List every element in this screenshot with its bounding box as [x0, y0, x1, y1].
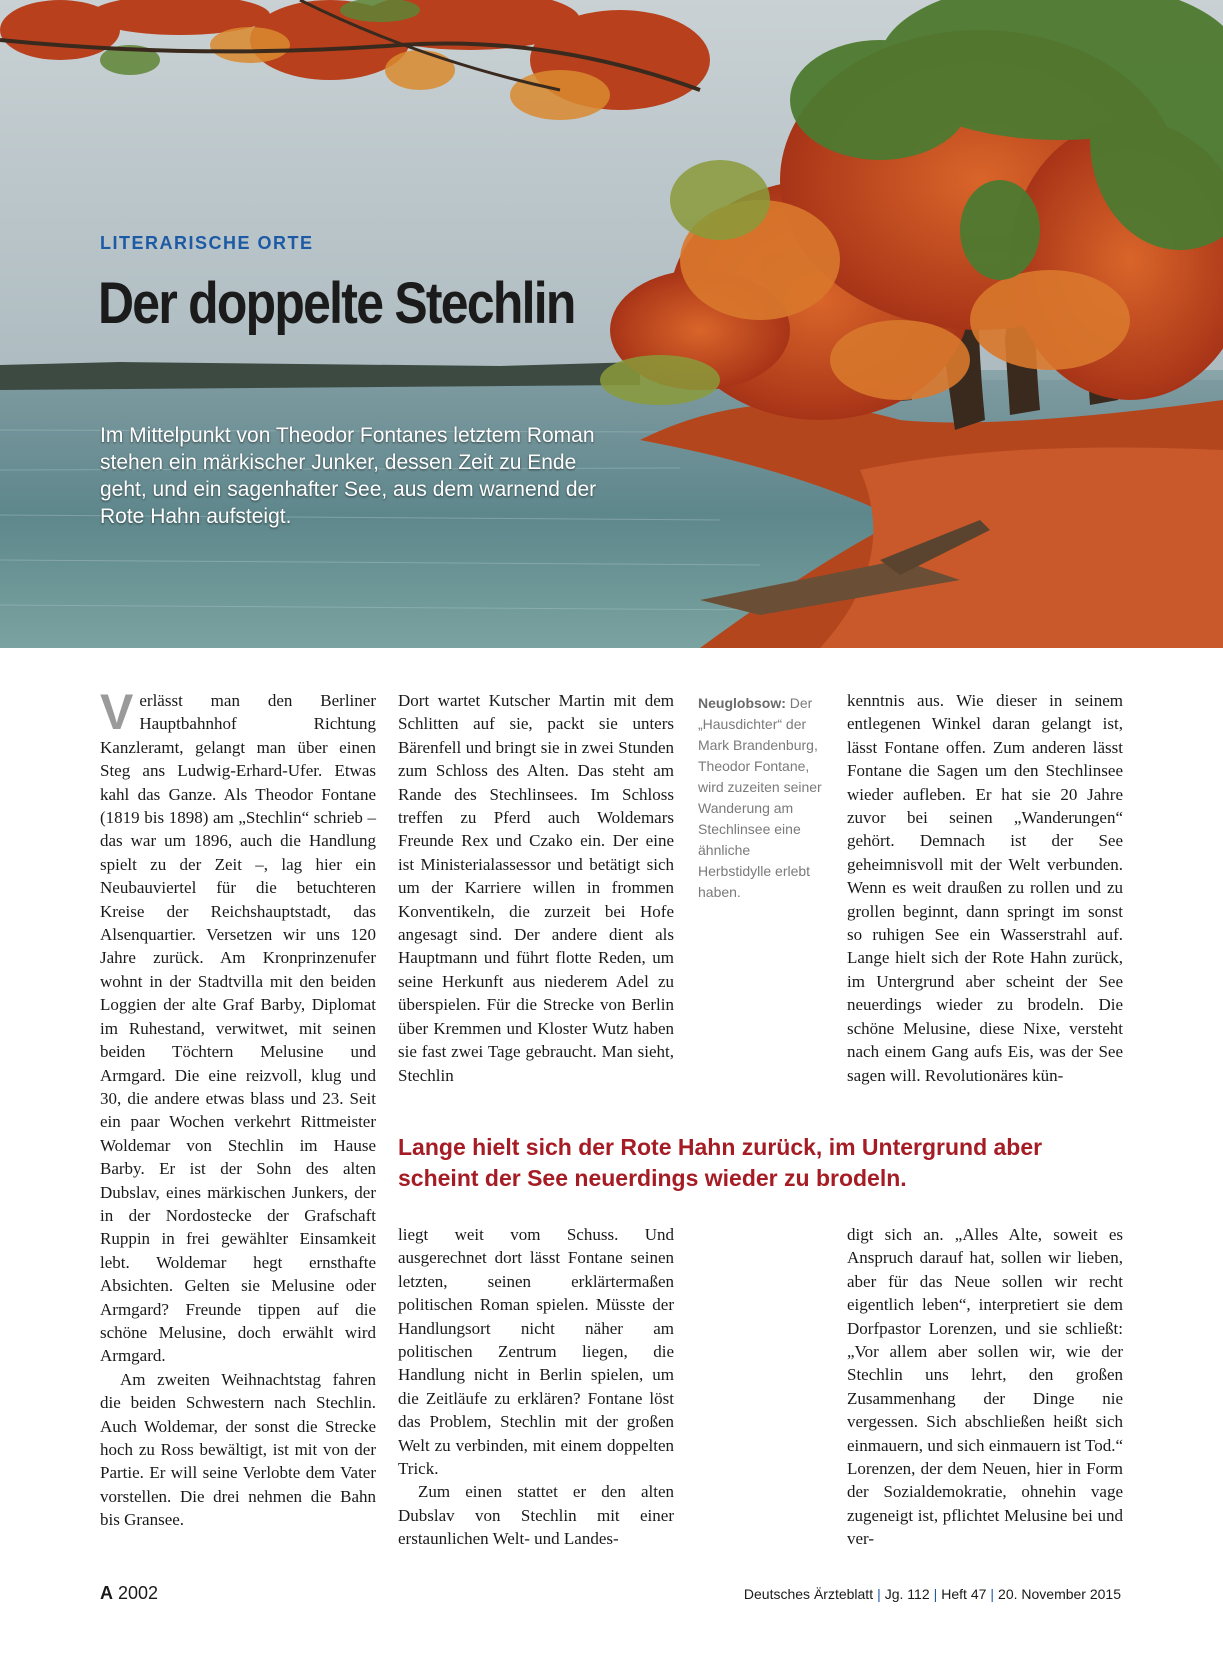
paragraph: Dort wartet Kutscher Martin mit dem Schlitten auf sie, packt sie unters Bärenfell und bringt sie in zwei Stunden zum Schloss des Alten. Das steht am Rande des Stechlinsees. Im Schloss treffen zu Pferd auch Woldemars Freunde Rex und Czako ein. Der eine ist Ministerialassessor und betätigt sich um der Karriere willen in frommen Konventikeln, die zurzeit bei Hofe angesagt sind. Der andere dient als Hauptmann und führt flotte Reden, um seine Herkunft aus niederem Adel zu überspielen. Für die Strecke von Berlin über Kremmen und Kloster Wutz haben sie fast zwei Tage gebraucht. Man sieht, Stechlin: [398, 691, 674, 1085]
caption-text: Der „Hausdichter“ der Mark Brandenburg, Theodor Fontane, wird zuzeiten seiner Wanderung am Stechlinsee eine ähnliche Herbstidylle erlebt haben.: [698, 695, 822, 900]
paragraph: Verlässt man den Berliner Hauptbahnhof Richtung Kanzleramt, gelangt man über einen Steg ans Ludwig-Erhard-Ufer. Etwas kahl das Ganze. Als Theodor Fontane (1819 bis 1898) am „Stechlin“ schrieb – das war um 1896, auch die Handlung spielt zu der Zeit –, lag hier ein Neubauviertel für die betuchteren Kreise der Reichshauptstadt, das Alsenquartier. Versetzen wir uns 120 Jahre zurück. Am Kronprinzenufer wohnt in der Stadtvilla mit den beiden Loggien der alte Graf Barby, Diplomat im Ruhestand, verwitwet, mit seinen beiden Töchtern Melusine und Armgard. Die eine reizvoll, klug und 30, die andere etwas blass und 23. Seit ein paar Wochen verkehrt Rittmeister Woldemar von Stechlin im Hause Barby. Er ist der Sohn des alten Dubslav, eines märkischen Junkers, der in der Nordostecke der Grafschaft Ruppin in frei gewählter Einsamkeit lebt. Woldemar hegt ernsthafte Absichten. Gelten sie Melusine oder Armgard? Freunde tippen auf die schöne Melusine, doch erwählt wird Armgard.: [100, 684, 376, 1366]
divider: |: [877, 1586, 881, 1602]
pull-quote: Lange hielt sich der Rote Hahn zurück, im Untergrund aber scheint der See neuerdings wieder zu brodeln.: [398, 1134, 1043, 1191]
lead-text: Im Mittelpunkt von Theodor Fontanes letztem Roman stehen ein märkischer Junker, dessen Zeit zu Ende geht, und ein sagenhafter See, aus dem warnend der Rote Hahn aufsteigt.: [100, 424, 597, 528]
paragraph: digt sich an. „Alles Alte, soweit es Anspruch darauf hat, sollen wir lieben, aber für das Neue sollen wir recht eigentlich leben“, interpretiert sie dem Dorfpastor Lorenzen, und sie schließt: „Vor allem aber sollen wir, wie der Stechlin uns lehrt, den großen Zusammenhang der Dinge nie vergessen. Sich abschließen heißt sich einmauern, und sich einmauern ist Tod.“ Lorenzen, der dem Neuen, hier in Form der Sozialdemokratie, ohnehin vage zugeneigt ist, pflichtet Melusine bei und ver-: [847, 1225, 1123, 1549]
section-label: LITERARISCHE ORTE: [100, 233, 314, 253]
journal-volume: Jg. 112: [884, 1586, 930, 1602]
divider: |: [990, 1586, 995, 1602]
article-column-3-top: [847, 689, 1123, 1087]
article-column-1: [100, 684, 376, 1532]
journal-info: [744, 1586, 1121, 1602]
drop-cap: V: [100, 684, 134, 740]
paragraph: kenntnis aus. Wie dieser in seinem entlegenen Winkel daran gelangt ist, lässt Fontane offen. Zum anderen lässt Fontane die Sagen um den Stechlinsee wieder aufleben. Er hat sie 20 Jahre zuvor bei seinen „Wanderungen“ gehört. Demnach ist der See geheimnisvoll mit der Welt verbunden. Wenn es weit draußen zu rollen und zu grollen beginnt, dann springt im sonst so ruhigen See ein Wasserstrahl auf. Lange hielt sich der Rote Hahn zurück, im Untergrund aber scheint der See neuerdings wieder zu brodeln. Die schöne Melusine, diese Nixe, versteht nach einem Gang aufs Eis, was der See sagen will. Revolutionäres kün-: [847, 691, 1123, 1085]
article-column-3-bottom: [847, 1223, 1123, 1551]
headline: Der doppelte Stechlin: [98, 271, 575, 336]
paragraph: Am zweiten Weihnachtstag fahren die beiden Schwestern nach Stechlin. Auch Woldemar, der sonst die Strecke hoch zu Ross bewältigt, ist mit von der Partie. Er will seine Verlobte dem Vater vorstellen. Die drei nehmen die Bahn bis Gransee.: [100, 1369, 376, 1530]
page-number: [100, 1583, 158, 1604]
paragraph: Zum einen stattet er den alten Dubslav von Stechlin mit einer erstaunlichen Welt- und Landes-: [398, 1482, 674, 1549]
page-number-value: 2002: [118, 1583, 159, 1603]
paragraph: liegt weit vom Schuss. Und ausgerechnet dort lässt Fontane seinen letzten, seinen erklärtermaßen politischen Roman spielen. Müsste der Handlungsort nicht näher am politischen Zentrum liegen, die Handlung nicht in Berlin spielen, um die Zeitläufe zu erklären? Fontane löst das Problem, Stechlin mit der großen Welt zu verbinden, mit einem doppelten Trick.: [398, 1225, 674, 1479]
journal-issue: Heft 47: [941, 1586, 987, 1602]
article-column-2-bottom: [398, 1223, 674, 1551]
journal-name: Deutsches Ärzteblatt: [743, 1586, 874, 1602]
page-prefix: A: [100, 1583, 113, 1603]
divider: |: [933, 1586, 938, 1602]
article-column-2-top: [398, 689, 674, 1087]
journal-date: 20. November 2015: [998, 1586, 1121, 1602]
photo-caption: [698, 693, 823, 903]
caption-title: Neuglobsow:: [698, 695, 786, 711]
hero-photo: [0, 0, 1223, 648]
